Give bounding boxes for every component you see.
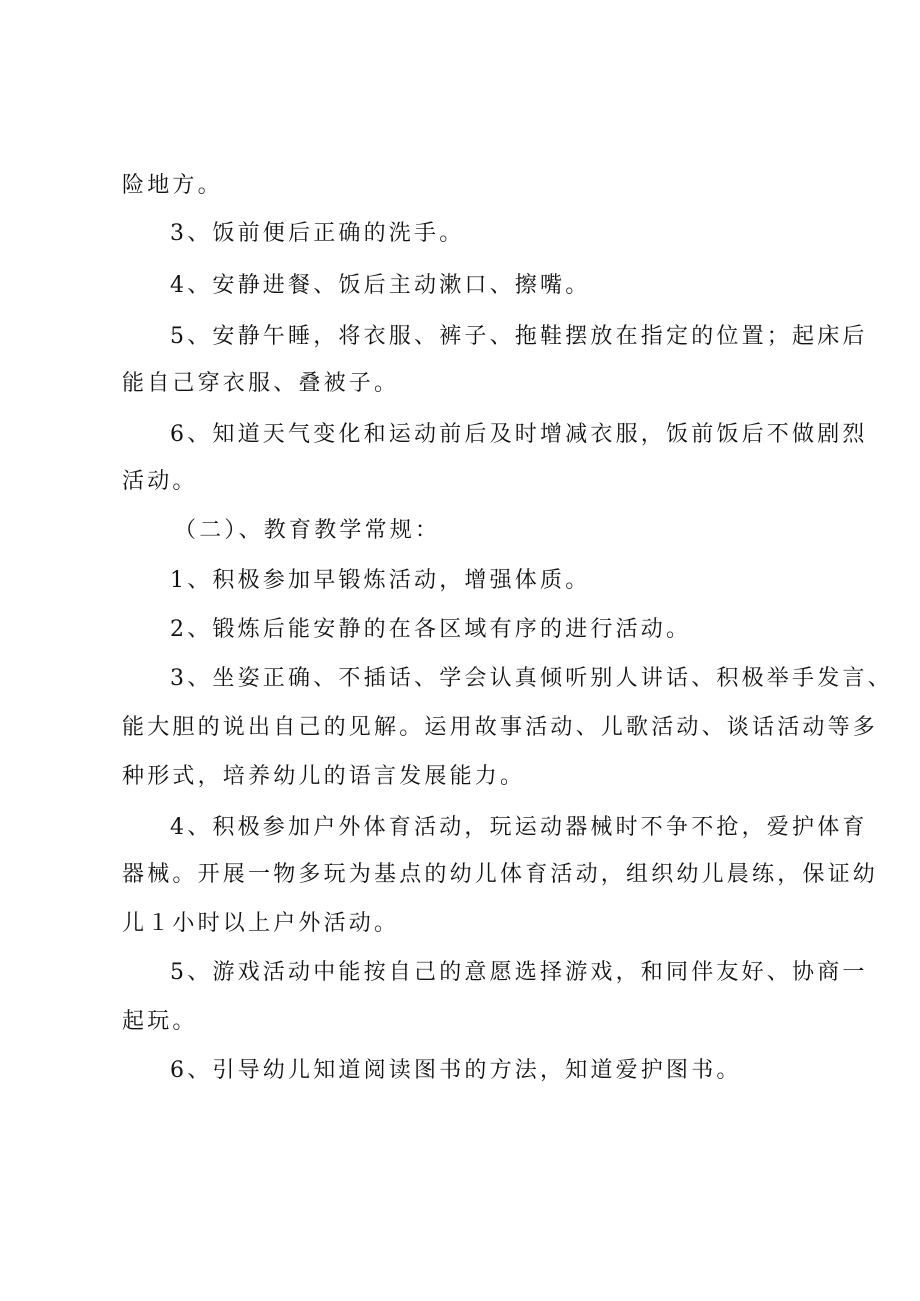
text-line-2: 3、饭前便后正确的洗手。 — [170, 221, 465, 246]
text-line-1: 险地方。 — [122, 173, 223, 198]
text-line-17: 5、游戏活动中能按自己的意愿选择游戏，和同伴友好、协商一 — [170, 960, 868, 985]
text-line-13: 种形式，培养幼儿的语言发展能力。 — [122, 764, 526, 789]
section-heading: （二）、教育教学常规： — [174, 518, 441, 543]
text-line-3: 4、安静进餐、饭后主动漱口、擦嘴。 — [170, 273, 591, 298]
text-line-4: 5、安静午睡，将衣服、裤子、拖鞋摆放在指定的位置；起床后 — [170, 324, 868, 349]
text-line-14: 4、积极参加户外体育活动，玩运动器械时不争不抢，爱护体育 — [170, 815, 868, 840]
text-line-18: 起玩。 — [122, 1009, 198, 1034]
text-line-16: 儿１小时以上户外活动。 — [122, 911, 400, 936]
text-line-10: 2、锻炼后能安静的在各区域有序的进行活动。 — [170, 617, 692, 642]
text-line-5: 能自己穿衣服、叠被子。 — [122, 371, 400, 396]
text-line-15: 器械。开展一物多玩为基点的幼儿体育活动，组织幼儿晨练，保证幼 — [122, 862, 879, 887]
text-line-7: 活动。 — [122, 469, 198, 494]
text-line-12: 能大胆的说出自己的见解。运用故事活动、儿歌活动、谈话活动等多 — [122, 715, 879, 740]
text-line-19: 6、引导幼儿知道阅读图书的方法，知道爱护图书。 — [170, 1058, 742, 1083]
text-line-9: 1、积极参加早锻炼活动，增强体质。 — [170, 568, 591, 593]
text-line-11: 3、坐姿正确、不插话、学会认真倾听别人讲话、积极举手发言、 — [170, 666, 893, 691]
text-line-6: 6、知道天气变化和运动前后及时增减衣服，饭前饭后不做剧烈 — [170, 422, 868, 447]
